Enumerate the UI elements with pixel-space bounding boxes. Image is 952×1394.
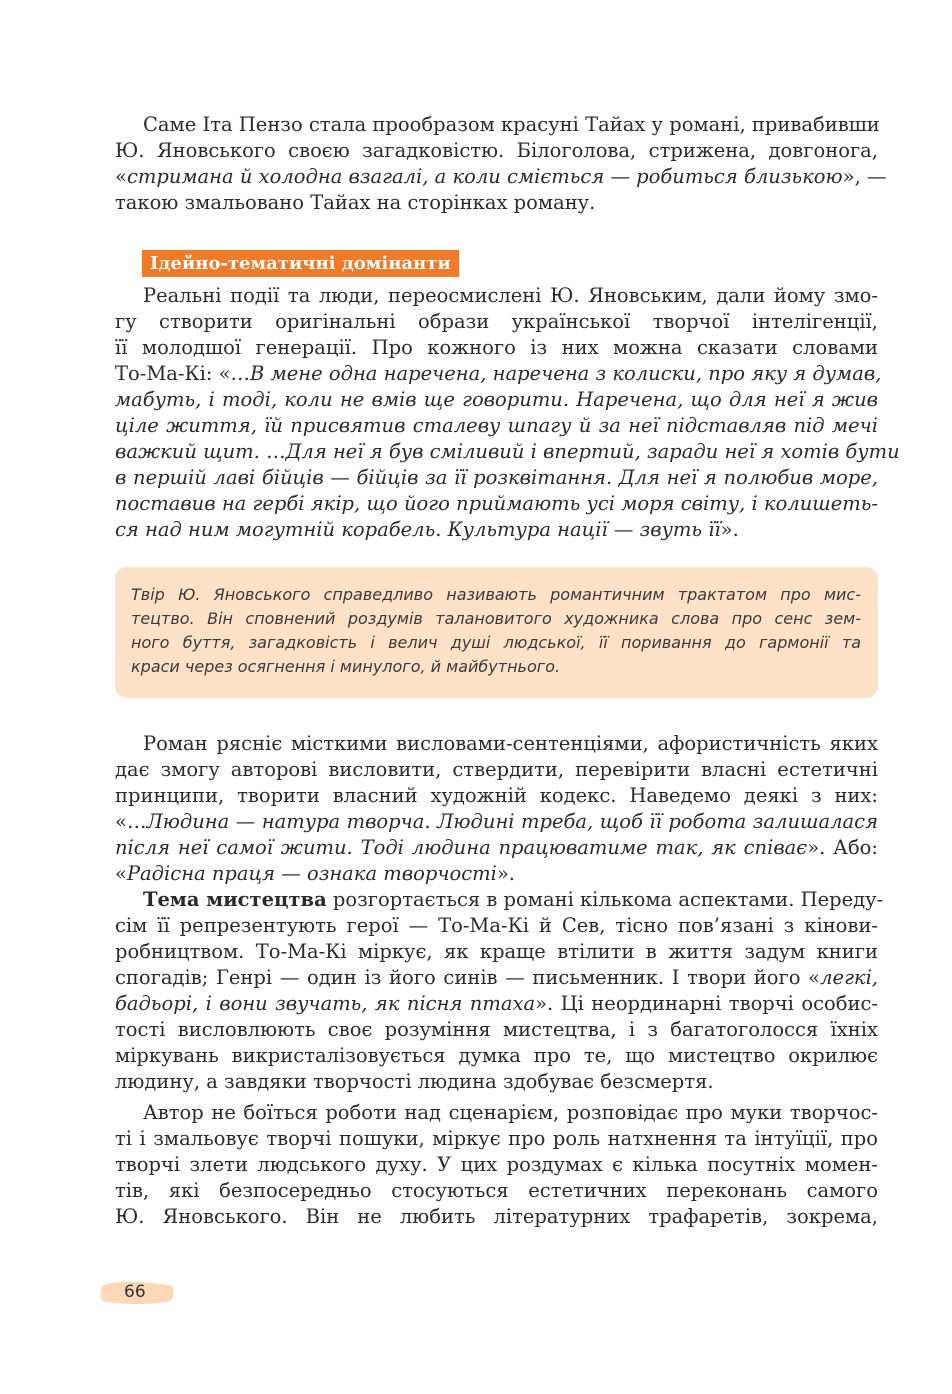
line-text: людину, а завдяки творчості людина здобуває безсмертя.	[115, 1070, 714, 1093]
bold-term-text: Тема мистецтва	[143, 888, 327, 911]
italic-quote-text: стримана й холодна взагалі, а коли сміється — робиться близькою	[126, 165, 843, 188]
text-line	[115, 1069, 878, 1095]
line-text: ті і змальовує творчі пошуки, міркує про роль натхнення та інтуїції, про	[115, 1127, 878, 1150]
text-line	[115, 861, 878, 887]
text-line	[115, 309, 878, 335]
line-text: творчі злети людського духу. У цих роздумах є кілька посутніх момен-	[115, 1153, 878, 1176]
text-line	[115, 783, 878, 809]
line-text: сім її репрезентують герої — То-Ма-Кі й Сев, тісно пов’язані з кінови-	[115, 914, 878, 937]
line-text: ». Ці неординарні творчі особис-	[535, 992, 878, 1015]
paragraph-5	[115, 1100, 878, 1230]
text-line	[115, 413, 878, 439]
line-text: То-Ма-Кі: «	[115, 362, 231, 385]
italic-quote-text: …Людина — натура творча. Людині треба, щоб її робота залишалася	[126, 810, 878, 833]
section-heading: Ідейно-тематичні домінанти	[142, 250, 459, 277]
line-text: дає змогу авторові висловити, ствердити, перевірити власні естетичні	[115, 758, 878, 781]
line-text: Роман рясніє місткими висловами-сентенціями, афористичність яких	[143, 732, 878, 755]
text-line	[115, 1178, 878, 1204]
text-line	[115, 1152, 878, 1178]
line-text: Ю. Яновського. Він не любить літературних трафаретів, зокрема,	[115, 1205, 878, 1228]
text-line	[115, 112, 878, 138]
line-text: «	[115, 165, 127, 188]
paragraph-3	[115, 731, 878, 887]
text-line	[115, 138, 878, 164]
text-line	[115, 835, 878, 861]
italic-quote-text: бадьорі, і вони звучать, як пісня птаха	[115, 992, 536, 1015]
text-line	[115, 517, 878, 543]
line-text: такою змальовано Тайах на сторінках роману.	[115, 191, 596, 214]
text-line	[115, 939, 878, 965]
text-line	[115, 283, 878, 309]
text-line	[115, 387, 878, 413]
italic-quote-text: важкий щит. …Для неї я був сміливий і впертий, заради неї я хотів бути	[115, 440, 900, 463]
italic-quote-text: поставив на гербі якір, що його приймають усі моря світу, і колишеть-	[115, 492, 878, 515]
text-line	[115, 913, 878, 939]
line-text: ». Або:	[807, 836, 878, 859]
text-line	[115, 1017, 878, 1043]
text-line	[115, 164, 887, 190]
line-text: », —	[842, 165, 887, 188]
text-line	[115, 361, 882, 387]
italic-quote-text: мабуть, і тоді, коли не вмів ще говорити. Наречена, що для неї я жив	[115, 388, 878, 411]
line-text: Автор не боїться роботи над сценарієм, розповідає про муки творчос-	[143, 1101, 878, 1124]
callout-line: ного буття, загадковість і велич душі людської, її поривання до гармонії та	[131, 633, 861, 652]
italic-quote-text: ціле життя, їй присвятив сталеву шпагу й за неї підставляв під мечі	[115, 414, 878, 437]
text-line	[115, 991, 878, 1017]
text-line	[115, 887, 884, 913]
line-text: міркувань викристалізовується думка про те, що мистецтво окрилює	[115, 1044, 878, 1067]
line-text: гу створити оригінальні образи української творчої інтелігенції,	[115, 310, 878, 333]
line-text: ».	[720, 518, 739, 541]
line-text: Саме Іта Пензо стала прообразом красуні Тайах у романі, привабивши	[143, 113, 880, 136]
line-text: тів, які безпосередньо стосуються естетичних переконань самого	[115, 1179, 878, 1202]
text-line	[115, 491, 878, 517]
paragraph-1	[115, 112, 887, 216]
line-text: Ю. Яновського своєю загадковістю. Білоголова, стрижена, довгонога,	[115, 139, 878, 162]
text-line	[115, 757, 878, 783]
text-line	[115, 1100, 878, 1126]
text-line	[115, 731, 878, 757]
line-text: «	[115, 810, 127, 833]
line-text: принципи, творити власний художній кодекс. Наведемо деякі з них:	[115, 784, 878, 807]
text-line	[115, 335, 878, 361]
callout-text	[131, 583, 861, 679]
page-number: 66	[124, 1282, 146, 1302]
line-text: робництвом. То-Ма-Кі міркує, як краще втілити в життя задум книги	[115, 940, 878, 963]
callout-line: тецтво. Він сповнений роздумів талановитого художника слова про сенс зем-	[131, 609, 861, 628]
callout-line: краси через осягнення і минулого, й майбутнього.	[131, 657, 561, 676]
text-line	[115, 809, 878, 835]
line-text: ».	[496, 862, 515, 885]
text-line	[115, 1043, 878, 1069]
text-line	[115, 1204, 878, 1230]
line-text: розгортається в романі кількома аспектами. Переду-	[326, 888, 884, 911]
line-text: спогадів; Генрі — один із його синів — письменник. І твори його «	[115, 966, 821, 989]
text-line	[115, 1126, 878, 1152]
paragraph-2	[115, 283, 900, 543]
italic-quote-text: в першій лаві бійців — бійців за її розквітання. Для неї я полюбив море,	[115, 466, 878, 489]
paragraph-4	[115, 887, 884, 1095]
line-text: її молодшої генерації. Про кожного із них можна сказати словами	[115, 336, 878, 359]
italic-quote-text: …В мене одна наречена, наречена з колиски, про яку я думав,	[230, 362, 882, 385]
line-text: «	[115, 862, 127, 885]
callout-line: Твір Ю. Яновського справедливо називають романтичним трактатом про мис-	[131, 585, 861, 604]
page-number-badge	[98, 1277, 176, 1307]
text-line	[115, 465, 878, 491]
italic-quote-text: Радісна праця — ознака творчості	[126, 862, 497, 885]
line-text: тості висловлюють своє розуміння мистецтва, і з багатоголосся їхніх	[115, 1018, 878, 1041]
italic-quote-text: ся над ним могутній корабель. Культура нації — звуть її	[115, 518, 721, 541]
line-text: Реальні події та люди, переосмислені Ю. Яновським, дали йому змо-	[143, 284, 878, 307]
italic-quote-text: легкі,	[820, 966, 878, 989]
text-line	[115, 965, 878, 991]
text-line	[115, 190, 878, 216]
text-line	[115, 439, 900, 465]
italic-quote-text: після неї самої жити. Тоді людина працюватиме так, як співає	[115, 836, 808, 859]
